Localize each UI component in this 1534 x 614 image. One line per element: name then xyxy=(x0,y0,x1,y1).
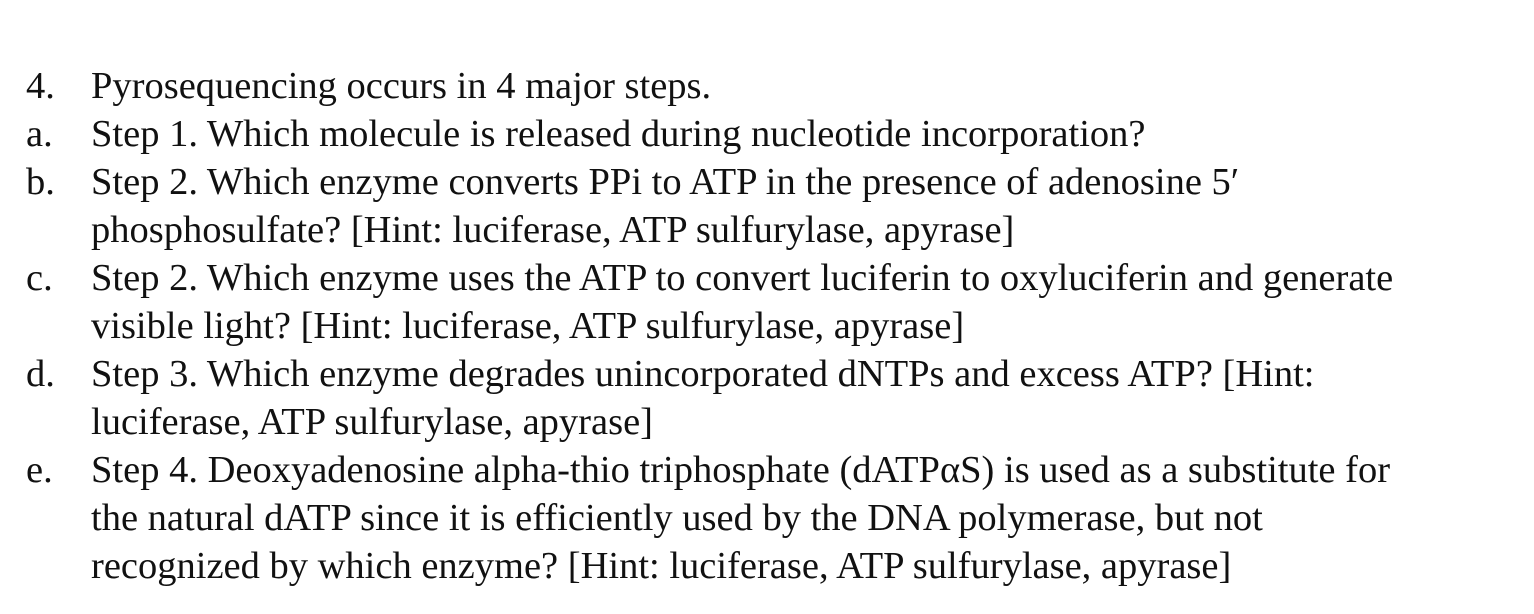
sub-question-line: visible light? [Hint: luciferase, ATP sulfurylase, apyrase] xyxy=(91,305,965,347)
sub-question-line: luciferase, ATP sulfurylase, apyrase] xyxy=(91,401,653,443)
sub-question-line: recognized by which enzyme? [Hint: luciferase, ATP sulfurylase, apyrase] xyxy=(91,545,1232,587)
sub-question-line: Step 3. Which enzyme degrades unincorporated dNTPs and excess ATP? [Hint: xyxy=(91,353,1315,395)
question-number: 4. xyxy=(26,65,55,107)
question-text xyxy=(91,62,1526,110)
sub-question-line: phosphosulfate? [Hint: luciferase, ATP sulfurylase, apyrase] xyxy=(91,209,1015,251)
sub-question-c xyxy=(26,254,1526,350)
sub-question-b xyxy=(26,158,1526,254)
sub-question-line: Step 2. Which enzyme converts PPi to ATP in the presence of adenosine 5′ xyxy=(91,161,1240,203)
question-document xyxy=(26,62,1526,590)
question-4 xyxy=(26,62,1526,110)
sub-question-text xyxy=(91,350,1526,446)
sub-question-d xyxy=(26,350,1526,446)
sub-question-a xyxy=(26,110,1526,158)
sub-question-marker: d. xyxy=(26,353,55,395)
sub-question-marker: b. xyxy=(26,161,55,203)
sub-question-marker: c. xyxy=(26,257,53,299)
sub-question-text xyxy=(91,446,1526,590)
sub-question-line: Step 2. Which enzyme uses the ATP to convert luciferin to oxyluciferin and generate xyxy=(91,257,1394,299)
sub-question-e xyxy=(26,446,1526,590)
sub-question-line: Step 1. Which molecule is released during nucleotide incorporation? xyxy=(91,113,1146,155)
question-text-line: Pyrosequencing occurs in 4 major steps. xyxy=(91,65,712,107)
sub-question-line: Step 4. Deoxyadenosine alpha-thio triphosphate (dATPαS) is used as a substitute for xyxy=(91,449,1391,491)
sub-question-text xyxy=(91,110,1526,158)
sub-question-marker: a. xyxy=(26,113,53,155)
sub-question-text xyxy=(91,158,1526,254)
sub-question-line: the natural dATP since it is efficiently used by the DNA polymerase, but not xyxy=(91,497,1263,539)
sub-question-marker: e. xyxy=(26,449,53,491)
sub-question-text xyxy=(91,254,1526,350)
